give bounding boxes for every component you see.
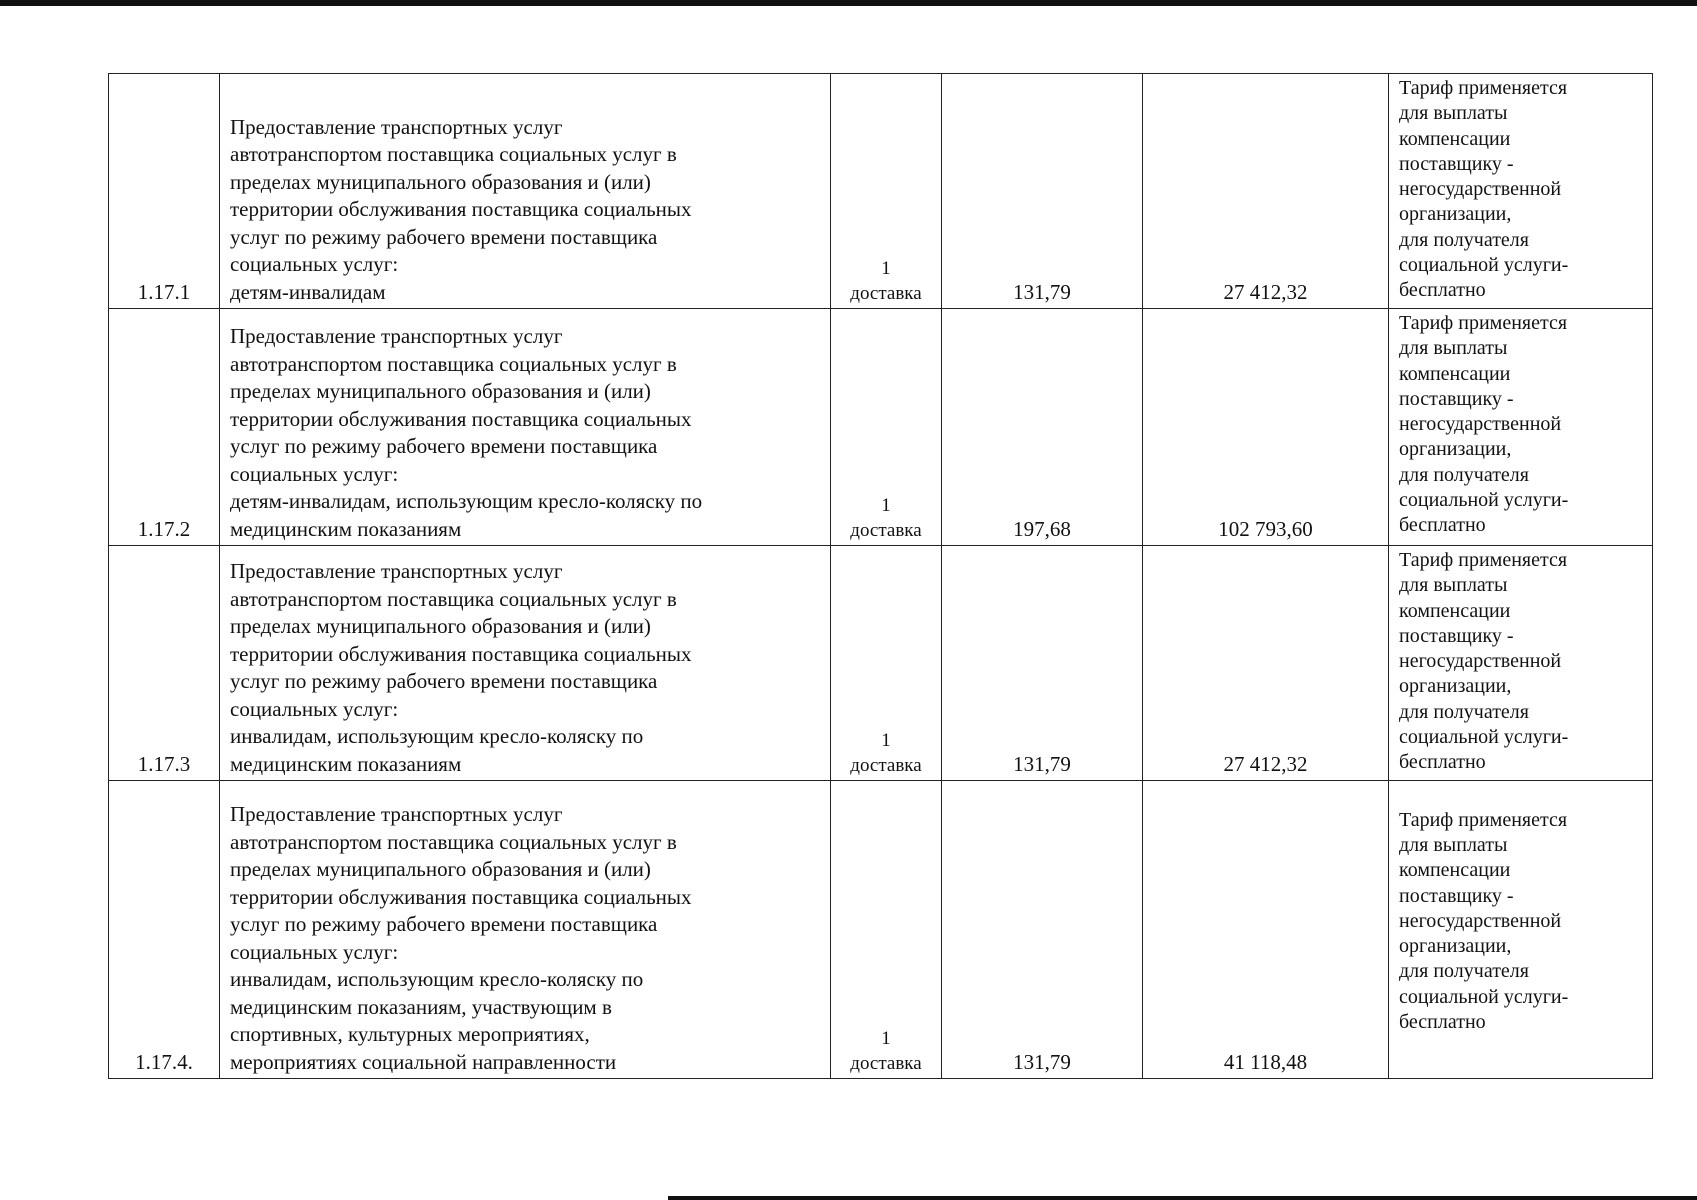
row-number: 1.17.3 (109, 546, 220, 781)
service-description: Предоставление транспортных услуг автотранспортом поставщика социальных услуг в пределах муниципального образования и (или) территории обслуживания поставщика социальных услуг по режиму рабочего времени поставщика социальных услуг: инвалидам, использующим кресло-коляску по медицинским показаниям (220, 546, 831, 781)
unit-name: доставка (850, 283, 922, 304)
unit-name: доставка (850, 1053, 922, 1074)
unit-cell (831, 546, 942, 781)
unit-quantity: 1 (881, 1028, 891, 1049)
tariff-note: Тариф применяется для выплаты компенсации поставщику - негосударственной организации, для получателя социальной услуги- бесплатно (1389, 781, 1653, 1079)
unit-name: доставка (850, 755, 922, 776)
total-sum: 41 118,48 (1143, 781, 1389, 1079)
service-description: Предоставление транспортных услуг автотранспортом поставщика социальных услуг в пределах муниципального образования и (или) территории обслуживания поставщика социальных услуг по режиму рабочего времени поставщика социальных услуг: детям-инвалидам, использующим кресло-коляску по медицинским показаниям (220, 309, 831, 546)
service-description: Предоставление транспортных услуг автотранспортом поставщика социальных услуг в пределах муниципального образования и (или) территории обслуживания поставщика социальных услуг по режиму рабочего времени поставщика социальных услуг: детям-инвалидам (220, 74, 831, 309)
tariff-note: Тариф применяется для выплаты компенсации поставщику - негосударственной организации, для получателя социальной услуги- бесплатно (1389, 309, 1653, 546)
unit-price: 131,79 (942, 781, 1143, 1079)
top-scan-edge (0, 0, 1697, 6)
tariff-note: Тариф применяется для выплаты компенсации поставщику - негосударственной организации, для получателя социальной услуги- бесплатно (1389, 74, 1653, 309)
unit-quantity: 1 (881, 495, 891, 516)
unit-name: доставка (850, 520, 922, 541)
unit-cell (831, 74, 942, 309)
total-sum: 102 793,60 (1143, 309, 1389, 546)
unit-price: 197,68 (942, 309, 1143, 546)
table-row (109, 309, 1653, 546)
row-number: 1.17.1 (109, 74, 220, 309)
row-number: 1.17.4. (109, 781, 220, 1079)
bottom-scan-edge (668, 1196, 1697, 1200)
unit-quantity: 1 (881, 258, 891, 279)
service-description: Предоставление транспортных услуг автотранспортом поставщика социальных услуг в пределах муниципального образования и (или) территории обслуживания поставщика социальных услуг по режиму рабочего времени поставщика социальных услуг: инвалидам, использующим кресло-коляску по медицинским показаниям, участвующим в спортивных, культурных мероприятиях, мероприятиях социальной направленности (220, 781, 831, 1079)
table-row (109, 546, 1653, 781)
total-sum: 27 412,32 (1143, 74, 1389, 309)
row-number: 1.17.2 (109, 309, 220, 546)
unit-quantity: 1 (881, 730, 891, 751)
table-row (109, 781, 1653, 1079)
unit-price: 131,79 (942, 546, 1143, 781)
tariff-table (108, 73, 1653, 1079)
tariff-note: Тариф применяется для выплаты компенсации поставщику - негосударственной организации, для получателя социальной услуги- бесплатно (1389, 546, 1653, 781)
unit-cell (831, 309, 942, 546)
unit-cell (831, 781, 942, 1079)
table-row (109, 74, 1653, 309)
total-sum: 27 412,32 (1143, 546, 1389, 781)
unit-price: 131,79 (942, 74, 1143, 309)
